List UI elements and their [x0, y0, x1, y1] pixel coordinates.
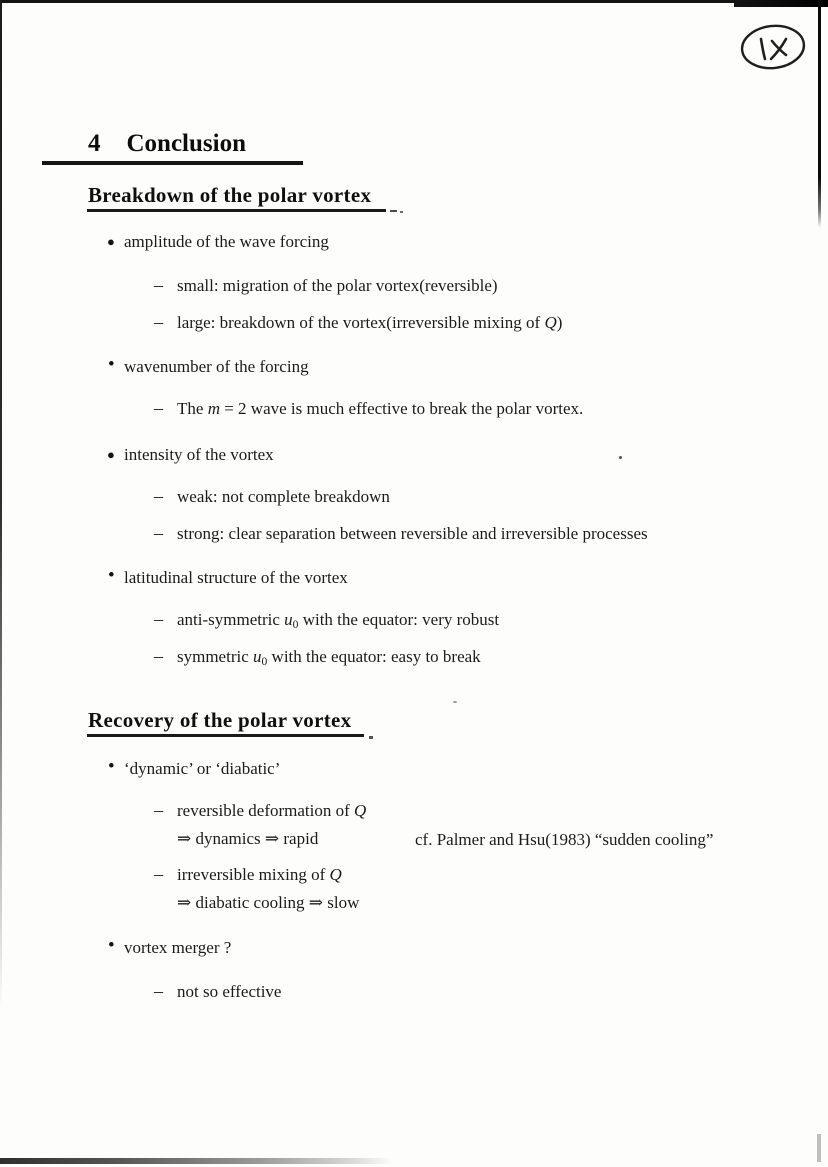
list-item: [108, 756, 281, 779]
list-subitem-text: weak: not complete breakdown: [177, 487, 390, 506]
scan-speck: [619, 456, 622, 459]
implication-text: ⇒ diabatic cooling ⇒ slow: [177, 893, 360, 912]
dash-icon: –: [154, 523, 163, 543]
section-title: Conclusion: [126, 130, 246, 157]
list-subitem-text: reversible deformation of Q: [177, 801, 367, 820]
list-subitem: [154, 981, 282, 1002]
list-subitem: [154, 312, 563, 333]
scan-edge-top: [0, 0, 828, 3]
list-item: [108, 565, 348, 588]
scan-mark-dot: [369, 736, 373, 739]
digits-strokes: [761, 39, 786, 59]
list-item-text: wavenumber of the forcing: [124, 357, 309, 376]
implication-line: [177, 829, 318, 849]
citation-note: cf. Palmer and Hsu(1983) “sudden cooling”: [415, 830, 714, 849]
subsection-title-breakdown: Breakdown of the polar vortex: [88, 183, 372, 207]
bullet-icon: •: [108, 565, 115, 586]
list-item-text: amplitude of the wave forcing: [124, 232, 329, 251]
subsection-underline: [87, 734, 364, 737]
list-subitem-text: irreversible mixing of Q: [177, 865, 342, 884]
bullet-icon: ●: [107, 447, 115, 462]
dash-icon: –: [154, 275, 163, 295]
dash-icon: –: [154, 398, 163, 418]
list-subitem-text: anti-symmetric u0 with the equator: very robust: [177, 610, 500, 632]
list-subitem: [154, 864, 342, 885]
bullet-icon: •: [108, 354, 115, 375]
list-subitem: [154, 800, 367, 821]
list-subitem: [154, 275, 498, 296]
list-subitem: [154, 646, 481, 669]
list-subitem: [154, 523, 648, 544]
scan-edge-left: [0, 0, 2, 1010]
list-item: [107, 232, 329, 252]
scan-edge-bottom: [0, 1158, 392, 1164]
dash-icon: –: [154, 646, 163, 666]
list-item-text: intensity of the vortex: [124, 445, 274, 464]
handwritten-page-number: [737, 20, 809, 76]
scan-edge-right: [818, 0, 821, 228]
list-subitem: [154, 609, 500, 632]
dash-icon: –: [154, 609, 163, 629]
section-heading-underline: [42, 161, 303, 165]
list-item: [108, 354, 309, 377]
scan-edge-top-right: [734, 0, 828, 7]
dash-icon: –: [154, 800, 163, 820]
list-subitem-text: The m = 2 wave is much effective to break the polar vortex.: [177, 399, 584, 418]
list-item: [107, 445, 274, 465]
scan-mark-dot: [400, 211, 403, 213]
list-item: [108, 935, 232, 958]
bullet-icon: ●: [107, 234, 115, 249]
list-subitem-text: symmetric u0 with the equator: easy to break: [177, 647, 481, 669]
list-subitem: [154, 486, 390, 507]
list-subitem-text: not so effective: [177, 982, 282, 1001]
list-item-text: vortex merger ?: [124, 938, 232, 957]
scan-mark-right-bottom: [817, 1134, 821, 1162]
scan-mark-dash: [390, 210, 397, 212]
list-subitem-text: strong: clear separation between reversible and irreversible processes: [177, 524, 648, 543]
implication-text: ⇒ dynamics ⇒ rapid: [177, 829, 319, 848]
section-heading: [88, 130, 246, 158]
dash-icon: –: [154, 312, 163, 332]
dash-icon: –: [154, 486, 163, 506]
section-number: 4: [88, 130, 101, 157]
list-subitem-text: small: migration of the polar vortex(reversible): [177, 276, 498, 295]
subsection-underline: [87, 209, 386, 212]
list-subitem: [154, 398, 584, 419]
list-item-text: ‘dynamic’ or ‘diabatic’: [124, 759, 281, 778]
dash-icon: –: [154, 981, 163, 1001]
dash-icon: –: [154, 864, 163, 884]
list-item-text: latitudinal structure of the vortex: [124, 568, 348, 587]
bullet-icon: •: [108, 935, 115, 956]
implication-line: [177, 893, 359, 913]
bullet-icon: •: [108, 756, 115, 777]
circle-outline: [740, 23, 806, 71]
list-subitem-text: large: breakdown of the vortex(irreversible mixing of Q): [177, 313, 563, 332]
scan-speck: [453, 701, 457, 703]
subsection-title-recovery: Recovery of the polar vortex: [88, 708, 352, 732]
